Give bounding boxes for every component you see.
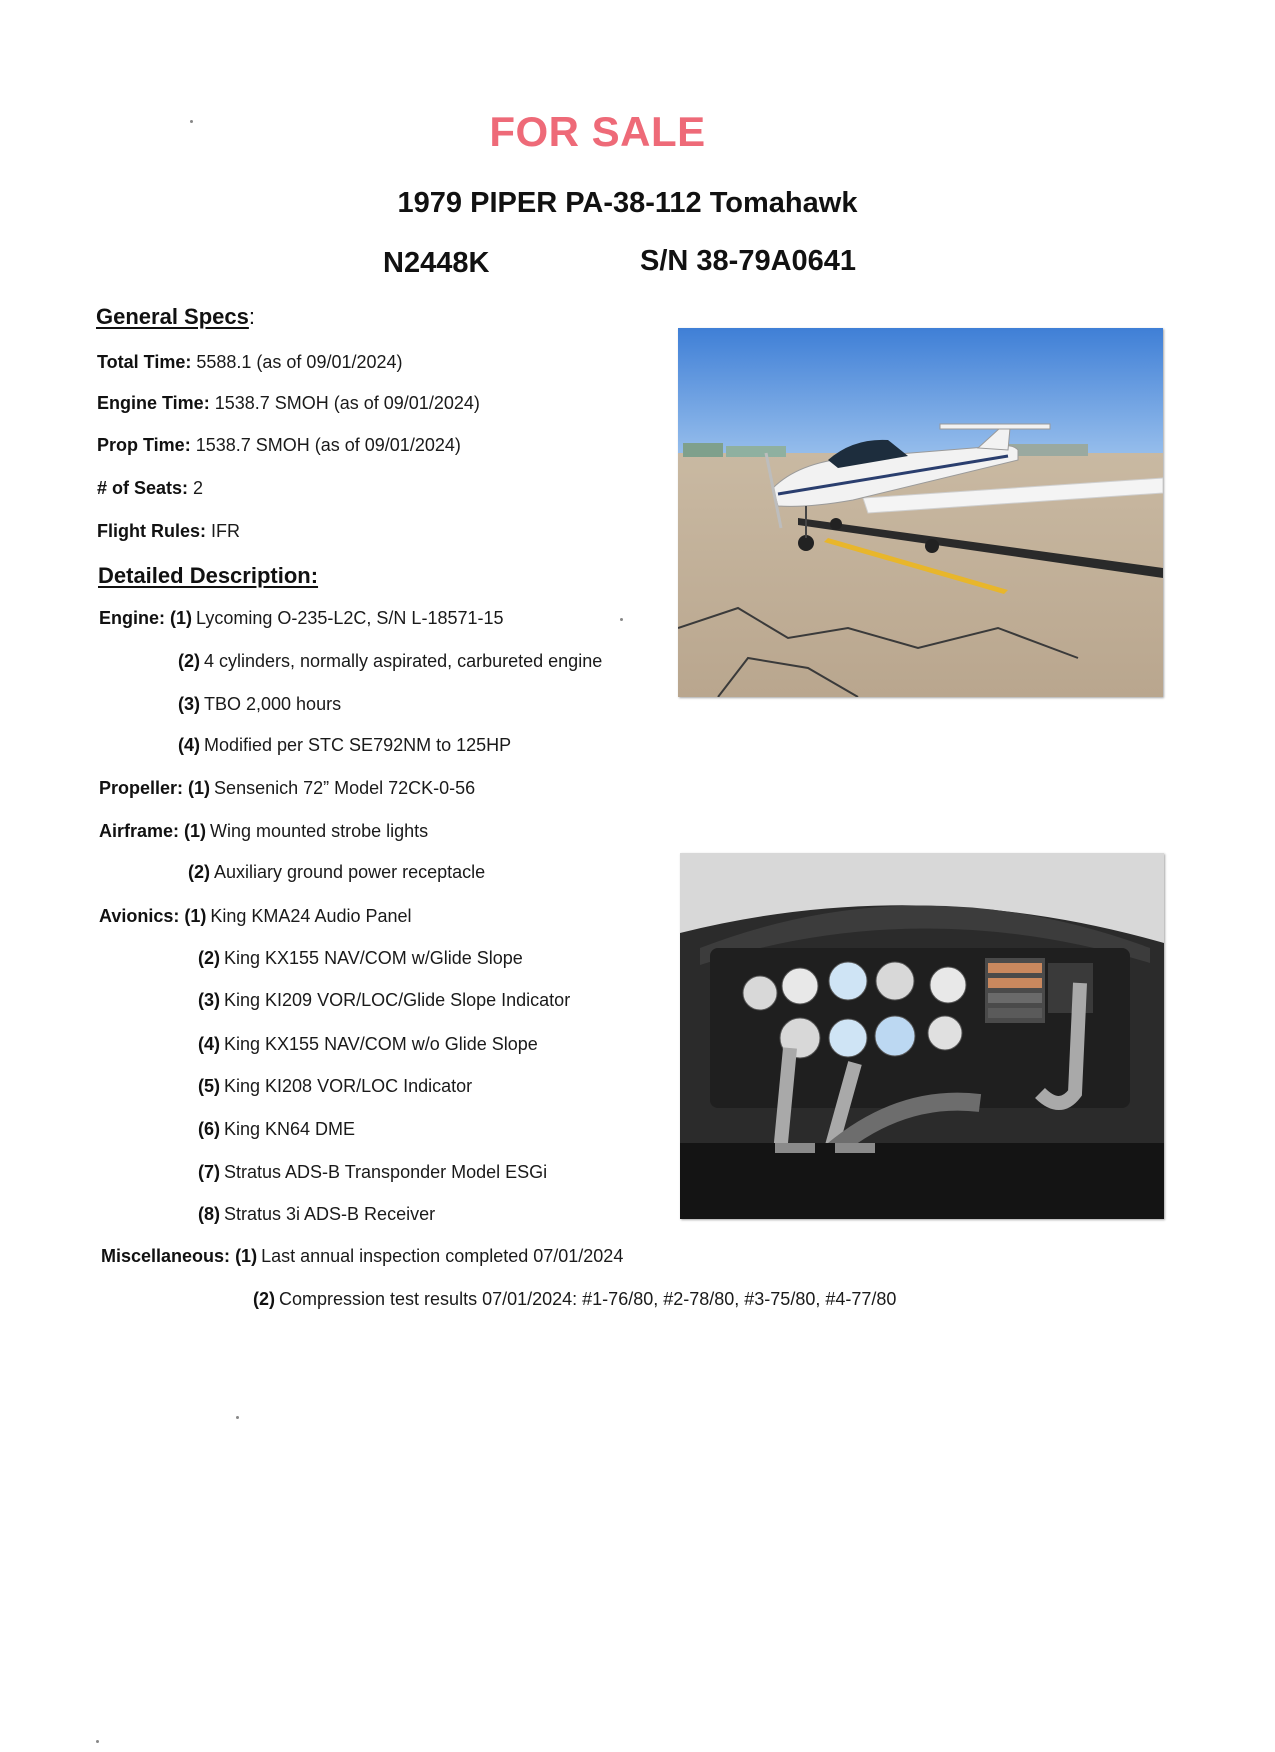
scan-speck — [620, 618, 623, 621]
avionics-item-2: (2) King KX155 NAV/COM w/Glide Slope — [198, 948, 523, 968]
spec-prop-time: Prop Time: 1538.7 SMOH (as of 09/01/2024) — [97, 435, 461, 455]
avionics-item-4: (4) King KX155 NAV/COM w/o Glide Slope — [198, 1034, 538, 1054]
spec-flight-rules: Flight Rules: IFR — [97, 521, 241, 541]
spec-seats: # of Seats: 2 — [97, 478, 204, 498]
general-specs-heading: General Specs: — [96, 304, 255, 329]
avionics-item-3: (3) King KI209 VOR/LOC/Glide Slope Indicator — [198, 990, 571, 1010]
misc-item-2: (2) Compression test results 07/01/2024: #1-76/80, #2-78/80, #3-75/80, #4-77/80 — [253, 1289, 897, 1309]
avionics-item-8: (8) Stratus 3i ADS-B Receiver — [198, 1204, 436, 1224]
aircraft-model: 1979 PIPER PA-38-112 Tomahawk — [397, 187, 858, 219]
airframe-item-2: (2) Auxiliary ground power receptacle — [188, 862, 486, 882]
airplane-photo — [678, 328, 1163, 697]
detailed-description-heading: Detailed Description: — [98, 563, 319, 588]
engine-item-2: (2) 4 cylinders, normally aspirated, carbureted engine — [178, 651, 603, 671]
scan-speck — [96, 1740, 99, 1743]
for-sale-title: FOR SALE — [489, 108, 706, 155]
engine-item-3: (3) TBO 2,000 hours — [178, 694, 342, 714]
avionics-item-7: (7) Stratus ADS-B Transponder Model ESGi — [198, 1162, 548, 1182]
avionics-item-1: Avionics: (1) King KMA24 Audio Panel — [99, 906, 412, 926]
scan-speck — [236, 1416, 239, 1419]
misc-item-1: Miscellaneous: (1) Last annual inspection completed 07/01/2024 — [101, 1246, 624, 1266]
propeller-item-1: Propeller: (1) Sensenich 72” Model 72CK-0-56 — [99, 778, 476, 798]
engine-item-4: (4) Modified per STC SE792NM to 125HP — [178, 735, 512, 755]
instrument-panel-photo — [680, 853, 1164, 1219]
airframe-item-1: Airframe: (1) Wing mounted strobe lights — [99, 821, 429, 841]
spec-engine-time: Engine Time: 1538.7 SMOH (as of 09/01/2024) — [97, 393, 480, 413]
spec-total-time: Total Time: 5588.1 (as of 09/01/2024) — [97, 352, 403, 372]
serial-number: S/N 38-79A0641 — [640, 245, 857, 277]
airplane-photo-art — [678, 328, 1163, 697]
instrument-panel-art — [680, 853, 1164, 1219]
avionics-item-5: (5) King KI208 VOR/LOC Indicator — [198, 1076, 473, 1096]
engine-item-1: Engine: (1) Lycoming O-235-L2C, S/N L-18571-15 — [99, 608, 504, 628]
tail-number: N2448K — [383, 247, 490, 279]
avionics-item-6: (6) King KN64 DME — [198, 1119, 356, 1139]
scan-speck — [190, 120, 193, 123]
